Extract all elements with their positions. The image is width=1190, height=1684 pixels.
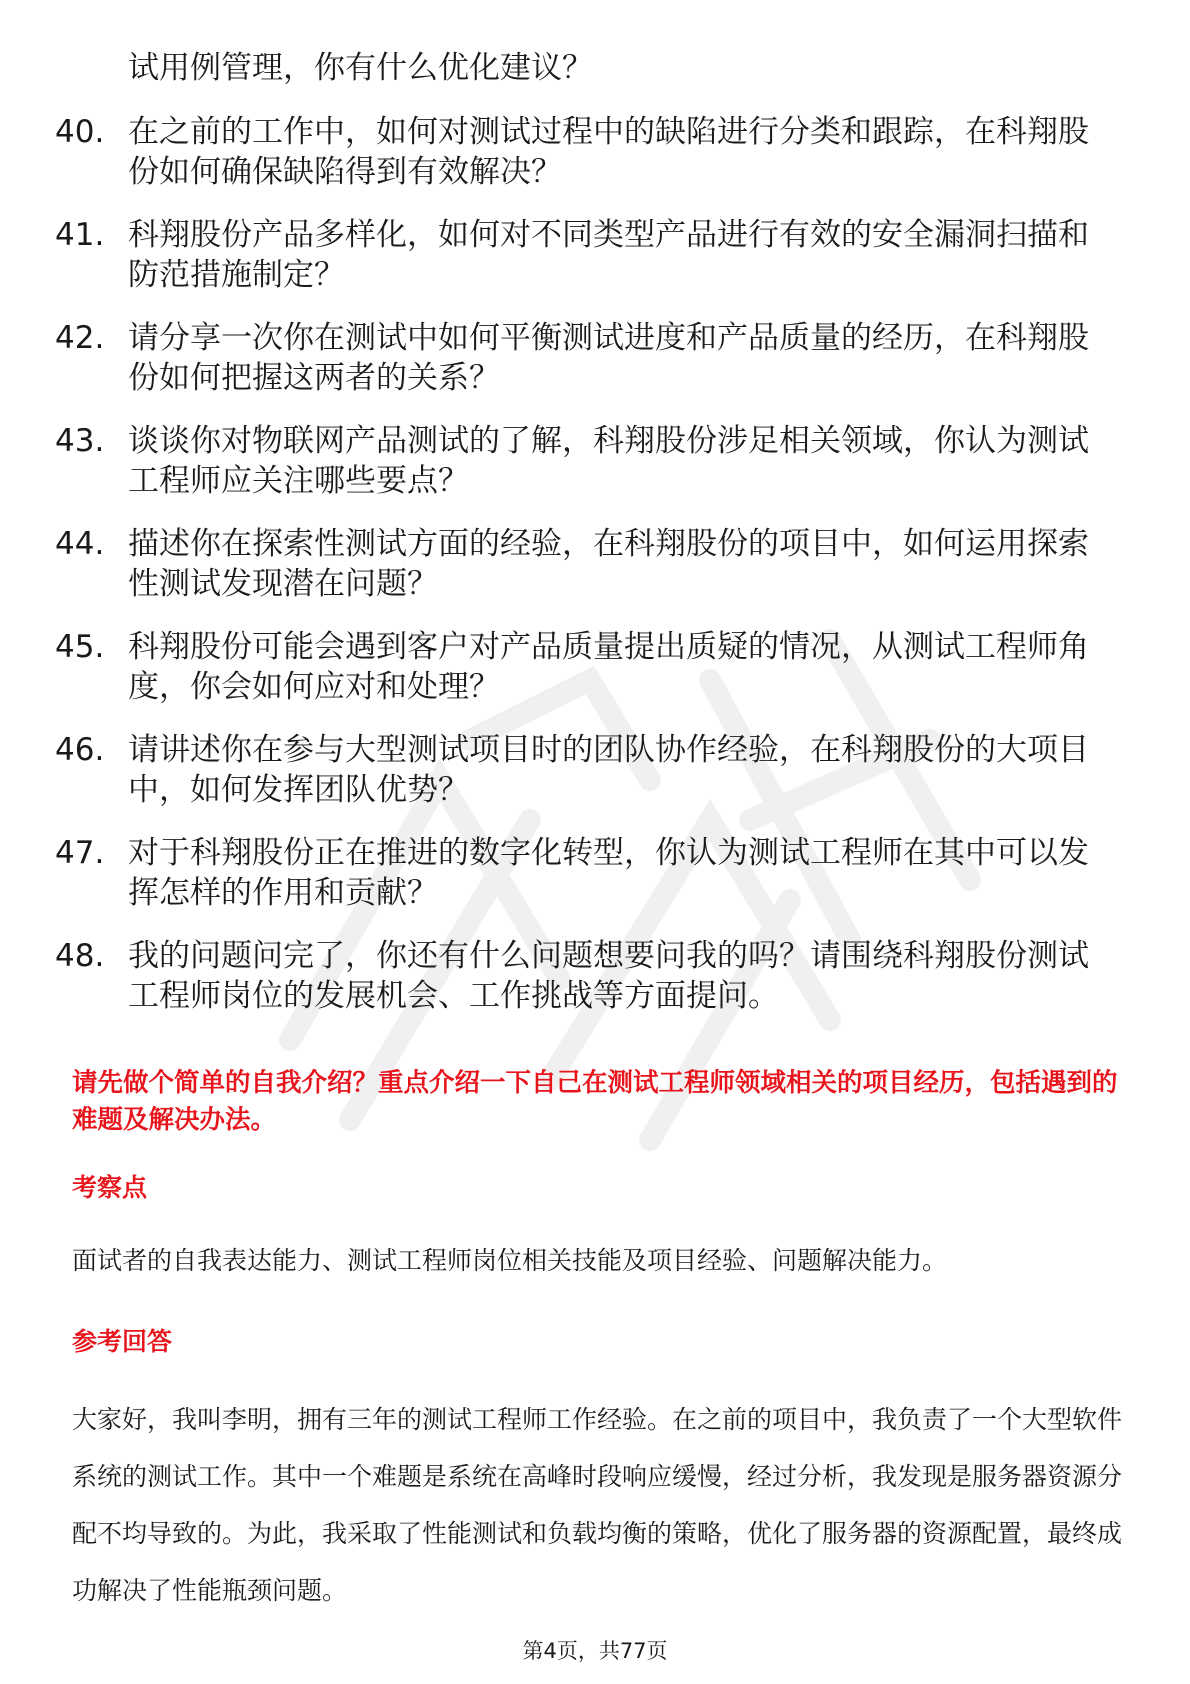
focus-text: 面试者的自我表达能力、测试工程师岗位相关技能及项目经验、问题解决能力。 bbox=[72, 1246, 948, 1275]
question-text: 在之前的工作中，如何对测试过程中的缺陷进行分类和跟踪，在科翔股份如何确保缺陷得到有效解决？ bbox=[128, 114, 1089, 190]
list-item bbox=[55, 318, 1115, 398]
answer-label: 参考回答 bbox=[72, 1327, 173, 1356]
list-item bbox=[55, 421, 1115, 501]
continued-question-text: 试用例管理，你有什么优化建议？ bbox=[128, 50, 593, 86]
featured-question-title: 请先做个简单的自我介绍？重点介绍一下自己在测试工程师领域相关的项目经历，包括遇到的难题及解决办法。 bbox=[72, 1068, 1118, 1135]
answer-text: 大家好，我叫李明，拥有三年的测试工程师工作经验。在之前的项目中，我负责了一个大型软件系统的测试工作。其中一个难题是系统在高峰时段响应缓慢，经过分析，我发现是服务器资源分配不均导致的。为此，我采取了性能测试和负载均衡的策略，优化了服务器的资源配置，最终成功解决了性能瓶颈问题。 bbox=[72, 1405, 1123, 1605]
question-text: 请讲述你在参与大型测试项目时的团队协作经验，在科翔股份的大项目中，如何发挥团队优势？ bbox=[128, 732, 1089, 808]
question-number: 42. bbox=[55, 320, 105, 356]
list-item bbox=[55, 112, 1115, 192]
question-text: 科翔股份产品多样化，如何对不同类型产品进行有效的安全漏洞扫描和防范措施制定？ bbox=[128, 217, 1089, 293]
question-number: 47. bbox=[55, 835, 105, 871]
list-item bbox=[55, 524, 1115, 604]
list-item bbox=[55, 627, 1115, 707]
question-text: 科翔股份可能会遇到客户对产品质量提出质疑的情况，从测试工程师角度，你会如何应对和处理？ bbox=[128, 629, 1089, 705]
question-list bbox=[55, 112, 1115, 1039]
list-item bbox=[55, 730, 1115, 810]
list-item bbox=[55, 833, 1115, 913]
page-footer: 第4页，共77页 bbox=[522, 1639, 668, 1663]
question-text: 谈谈你对物联网产品测试的了解，科翔股份涉足相关领域，你认为测试工程师应关注哪些要点？ bbox=[128, 423, 1089, 499]
focus-label: 考察点 bbox=[72, 1173, 148, 1202]
list-item bbox=[55, 215, 1115, 295]
question-number: 41. bbox=[55, 217, 105, 253]
question-number: 48. bbox=[55, 938, 105, 974]
question-number: 45. bbox=[55, 629, 105, 665]
question-text: 对于科翔股份正在推进的数字化转型，你认为测试工程师在其中可以发挥怎样的作用和贡献？ bbox=[128, 835, 1089, 911]
question-number: 46. bbox=[55, 732, 105, 768]
question-text: 请分享一次你在测试中如何平衡测试进度和产品质量的经历，在科翔股份如何把握这两者的关系？ bbox=[128, 320, 1089, 396]
question-text: 描述你在探索性测试方面的经验，在科翔股份的项目中，如何运用探索性测试发现潜在问题？ bbox=[128, 526, 1089, 602]
question-text: 我的问题问完了，你还有什么问题想要问我的吗？请围绕科翔股份测试工程师岗位的发展机会、工作挑战等方面提问。 bbox=[128, 938, 1089, 1014]
question-number: 43. bbox=[55, 423, 105, 459]
list-item bbox=[55, 936, 1115, 1016]
question-number: 44. bbox=[55, 526, 105, 562]
question-number: 40. bbox=[55, 114, 105, 150]
